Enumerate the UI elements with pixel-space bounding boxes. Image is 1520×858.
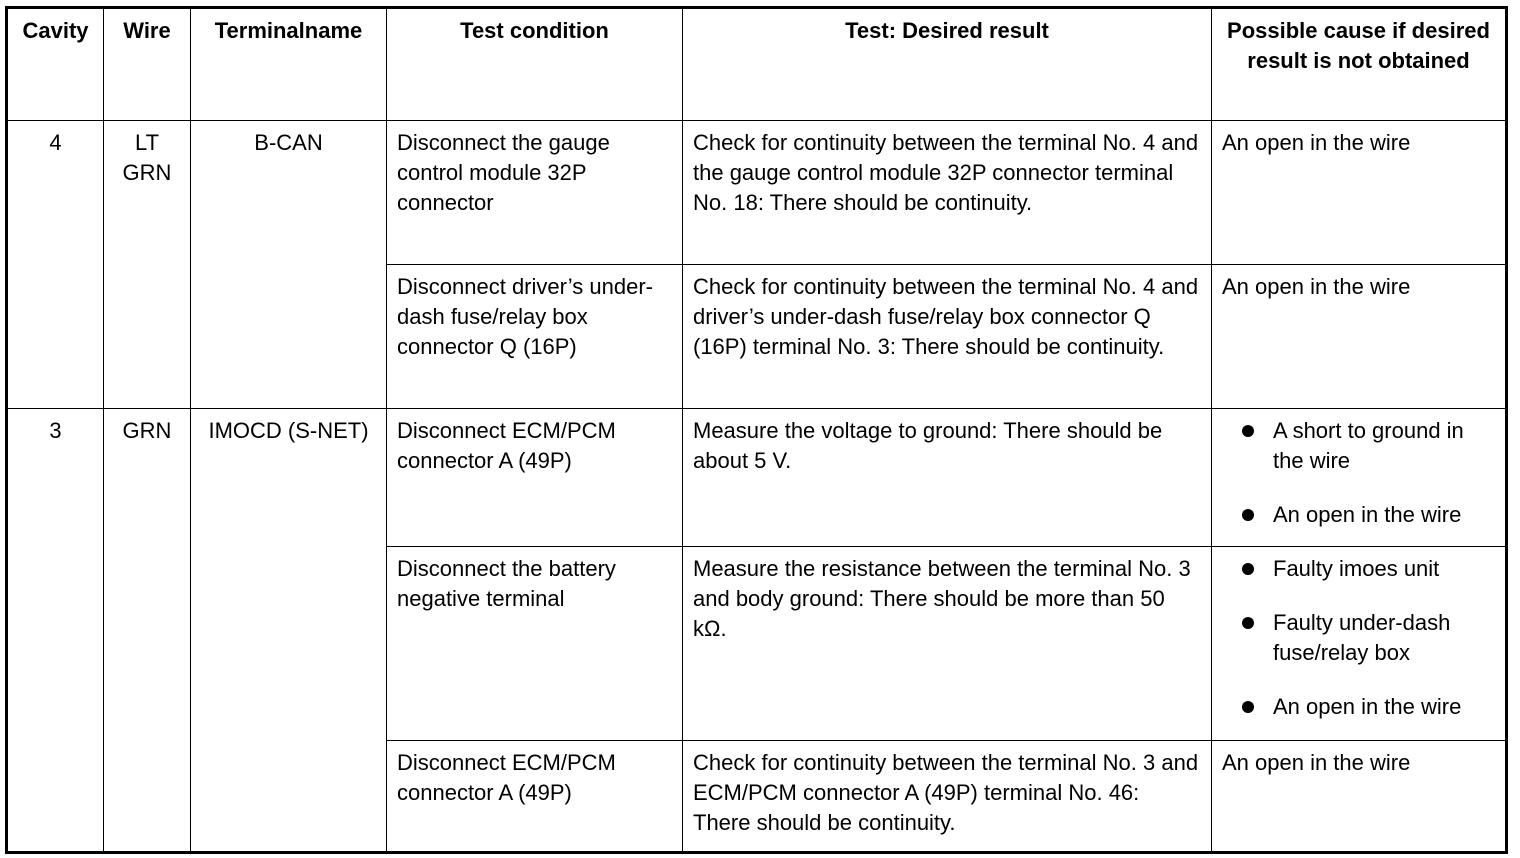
header-row [7,8,1507,121]
test-condition-cell: Disconnect driver’s under-dash fuse/relay box connector Q (16P) [387,265,683,409]
test-condition-cell: Disconnect ECM/PCM connector A (49P) [387,741,683,853]
test-condition-cell: Disconnect the gauge control module 32P connector [387,121,683,265]
list-item [1222,554,1495,584]
cause-text: A short to ground in the wire [1273,418,1464,473]
wire-cell: LT GRN [104,121,191,409]
header-terminal-name: Terminalname [191,8,387,121]
possible-cause-cell [1212,547,1507,741]
possible-cause-cell: An open in the wire [1212,121,1507,265]
desired-result-cell: Check for continuity between the terminal No. 4 and driver’s under-dash fuse/relay box connector Q (16P) terminal No. 3: There should be continuity. [683,265,1212,409]
table-row [7,121,1507,265]
cavity-cell: 4 [7,121,104,409]
test-condition-cell: Disconnect ECM/PCM connector A (49P) [387,409,683,547]
desired-result-cell: Check for continuity between the terminal No. 4 and the gauge control module 32P connector terminal No. 18: There should be continuity. [683,121,1212,265]
desired-result-cell: Measure the voltage to ground: There should be about 5 V. [683,409,1212,547]
cause-text: Faulty imoes unit [1273,556,1440,581]
desired-result-cell: Measure the resistance between the terminal No. 3 and body ground: There should be more than 50 kΩ. [683,547,1212,741]
desired-result-cell: Check for continuity between the terminal No. 3 and ECM/PCM connector A (49P) terminal No. 46: There should be continuity. [683,741,1212,853]
connector-test-table [5,6,1508,854]
terminal-name-cell: IMOCD (S-NET) [191,409,387,853]
cause-list [1222,554,1495,722]
possible-cause-cell: An open in the wire [1212,741,1507,853]
list-item [1222,416,1495,476]
list-item [1222,692,1495,722]
cause-text: An open in the wire [1273,502,1462,527]
list-item [1222,608,1495,668]
cavity-cell: 3 [7,409,104,853]
bullet-icon [1242,617,1254,629]
test-condition-cell: Disconnect the battery negative terminal [387,547,683,741]
header-possible-cause: Possible cause if desired result is not obtained [1212,8,1507,121]
cause-text: Faulty under-dash fuse/relay box [1273,610,1451,665]
bullet-icon [1242,701,1254,713]
table-row [7,409,1507,547]
bullet-icon [1242,563,1254,575]
header-desired-result: Test: Desired result [683,8,1212,121]
cause-text: An open in the wire [1273,694,1462,719]
cause-list [1222,416,1495,530]
possible-cause-cell [1212,409,1507,547]
wire-cell: GRN [104,409,191,853]
terminal-name-cell: B-CAN [191,121,387,409]
bullet-icon [1242,509,1254,521]
bullet-icon [1242,425,1254,437]
possible-cause-cell: An open in the wire [1212,265,1507,409]
header-cavity: Cavity [7,8,104,121]
list-item [1222,500,1495,530]
header-test-condition: Test condition [387,8,683,121]
header-wire: Wire [104,8,191,121]
